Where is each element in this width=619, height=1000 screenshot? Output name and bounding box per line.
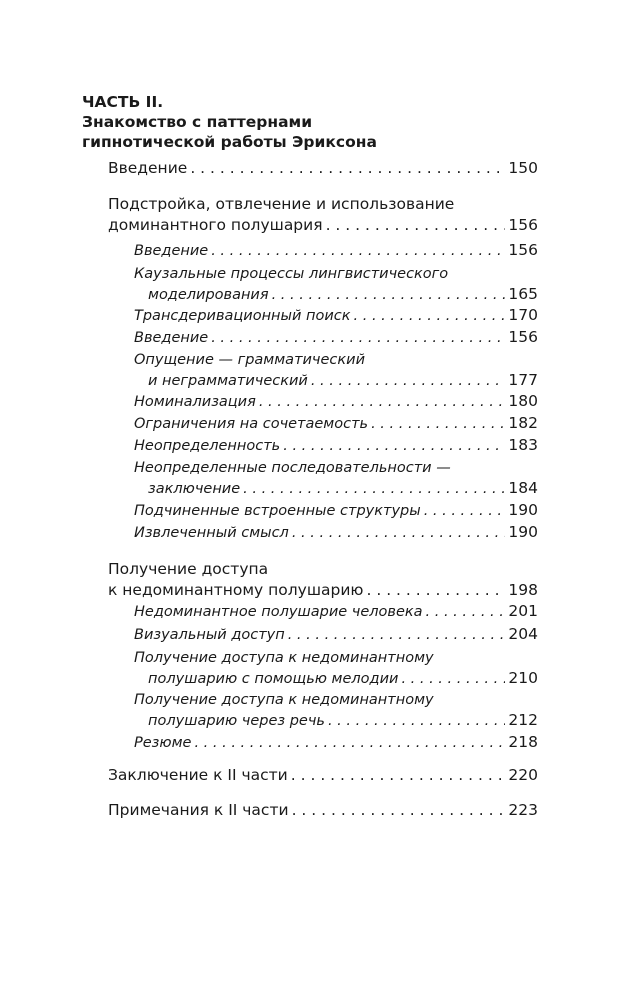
part-label: ЧАСТЬ II. xyxy=(82,93,164,111)
toc-entry-nondom xyxy=(134,601,538,622)
toc-page-number: 190 xyxy=(508,501,538,519)
toc-entry-label: Неопределенность xyxy=(134,438,281,454)
toc-page-number: 156 xyxy=(508,241,538,259)
toc-entry-label: Введение xyxy=(134,330,209,346)
toc-entry-label: Номинализация xyxy=(134,394,256,410)
toc-entry-intro xyxy=(108,158,538,179)
toc-page-number: 223 xyxy=(508,801,538,819)
part-heading xyxy=(82,92,377,152)
toc-entry-label: Получение доступа к недоминантному xyxy=(134,650,434,666)
toc-page-number: 156 xyxy=(508,216,538,234)
toc-entry-label: заключение xyxy=(148,481,241,497)
dot-leader xyxy=(328,711,505,731)
toc-entry-label: Получение доступа xyxy=(108,560,269,578)
dot-leader xyxy=(190,158,505,179)
toc-entry-transderiv xyxy=(134,305,538,326)
toc-entry-intro2 xyxy=(134,327,538,348)
dot-leader xyxy=(371,414,505,434)
toc-page-number: 204 xyxy=(508,625,538,643)
toc-entry-ambig-seq xyxy=(134,458,538,499)
toc-entry-speech xyxy=(134,690,538,731)
toc-page-number: 156 xyxy=(508,328,538,346)
toc-page-number: 190 xyxy=(508,523,538,541)
toc-entry-label: и неграмматический xyxy=(148,373,308,389)
toc-page-number: 170 xyxy=(508,306,538,324)
dot-leader xyxy=(272,285,506,305)
toc-entry-label: Визуальный доступ xyxy=(134,627,285,643)
dot-leader xyxy=(401,669,505,689)
toc-entry-melody xyxy=(134,648,538,689)
toc-entry-label: Трансдеривационный поиск xyxy=(134,308,351,324)
toc-entry-label: полушарию через речь xyxy=(148,713,325,729)
toc-page-number: 220 xyxy=(508,766,538,784)
toc-entry-adjust-intro xyxy=(134,240,538,261)
toc-page-number: 180 xyxy=(508,392,538,410)
toc-entry-label: Введение xyxy=(134,243,209,259)
toc-entry-label: Заключение к II части xyxy=(108,766,288,784)
toc-entry-restrict xyxy=(134,413,538,434)
toc-entry-label: Примечания к II части xyxy=(108,801,289,819)
dot-leader xyxy=(366,580,505,601)
dot-leader xyxy=(424,501,506,521)
dot-leader xyxy=(288,625,506,645)
toc-entry-omission xyxy=(134,350,538,391)
toc-entry-label: полушарию с помощью мелодии xyxy=(148,671,399,687)
toc-entry-label: Резюме xyxy=(134,735,192,751)
toc-entry-label: доминантного полушария xyxy=(108,216,323,234)
toc-page-number: 212 xyxy=(508,711,538,729)
dot-leader xyxy=(211,328,505,348)
dot-leader xyxy=(211,241,505,261)
toc-entry-label: Ограничения на сочетаемость xyxy=(134,416,369,432)
toc-entry-conclusion xyxy=(108,765,538,786)
toc-entry-label: Опущение — грамматический xyxy=(134,352,366,368)
toc-entry-label: Получение доступа к недоминантному xyxy=(134,692,434,708)
toc-entry-access xyxy=(108,559,538,601)
part-title-line-2: гипнотической работы Эриксона xyxy=(82,133,377,151)
toc-entry-label: Подстройка, отвлечение и использование xyxy=(108,195,455,213)
toc-entry-label: Неопределенные последовательности — xyxy=(134,460,451,476)
dot-leader xyxy=(194,733,505,753)
toc-page-number: 165 xyxy=(508,285,538,303)
toc-entry-label: Введение xyxy=(108,159,188,177)
toc-entry-embedded xyxy=(134,500,538,521)
toc-page-number: 210 xyxy=(508,669,538,687)
dot-leader xyxy=(292,523,506,543)
toc-entry-label: Подчиненные встроенные структуры xyxy=(134,503,421,519)
dot-leader xyxy=(283,436,505,456)
part-title-line-1: Знакомство с паттернами xyxy=(82,113,313,131)
dot-leader xyxy=(292,800,506,821)
toc-entry-derived xyxy=(134,522,538,543)
toc-entry-label: к недоминантному полушарию xyxy=(108,581,364,599)
toc-page-number: 182 xyxy=(508,414,538,432)
toc-entry-label: Недоминантное полушарие человека xyxy=(134,604,423,620)
dot-leader xyxy=(291,765,506,786)
toc-entry-summary xyxy=(134,732,538,753)
dot-leader xyxy=(354,306,506,326)
toc-entry-visual xyxy=(134,624,538,645)
toc-entry-label: моделирования xyxy=(148,287,269,303)
dot-leader xyxy=(326,215,506,236)
dot-leader xyxy=(243,479,505,499)
toc-entry-causal xyxy=(134,264,538,305)
toc-entry-ambig xyxy=(134,435,538,456)
toc-page-number: 184 xyxy=(508,479,538,497)
toc-page-number: 201 xyxy=(508,602,538,620)
dot-leader xyxy=(259,392,506,412)
toc-entry-label: Извлеченный смысл xyxy=(134,525,289,541)
toc-entry-adjust xyxy=(108,194,538,236)
toc-entry-label: Каузальные процессы лингвистического xyxy=(134,266,449,282)
toc-page-number: 218 xyxy=(508,733,538,751)
toc-entry-notes xyxy=(108,800,538,821)
toc-page-number: 177 xyxy=(508,371,538,389)
toc-page-number: 183 xyxy=(508,436,538,454)
dot-leader xyxy=(311,371,506,391)
toc-page-number: 150 xyxy=(508,159,538,177)
toc-page-number: 198 xyxy=(508,581,538,599)
toc-entry-nominal xyxy=(134,391,538,412)
dot-leader xyxy=(426,602,506,622)
